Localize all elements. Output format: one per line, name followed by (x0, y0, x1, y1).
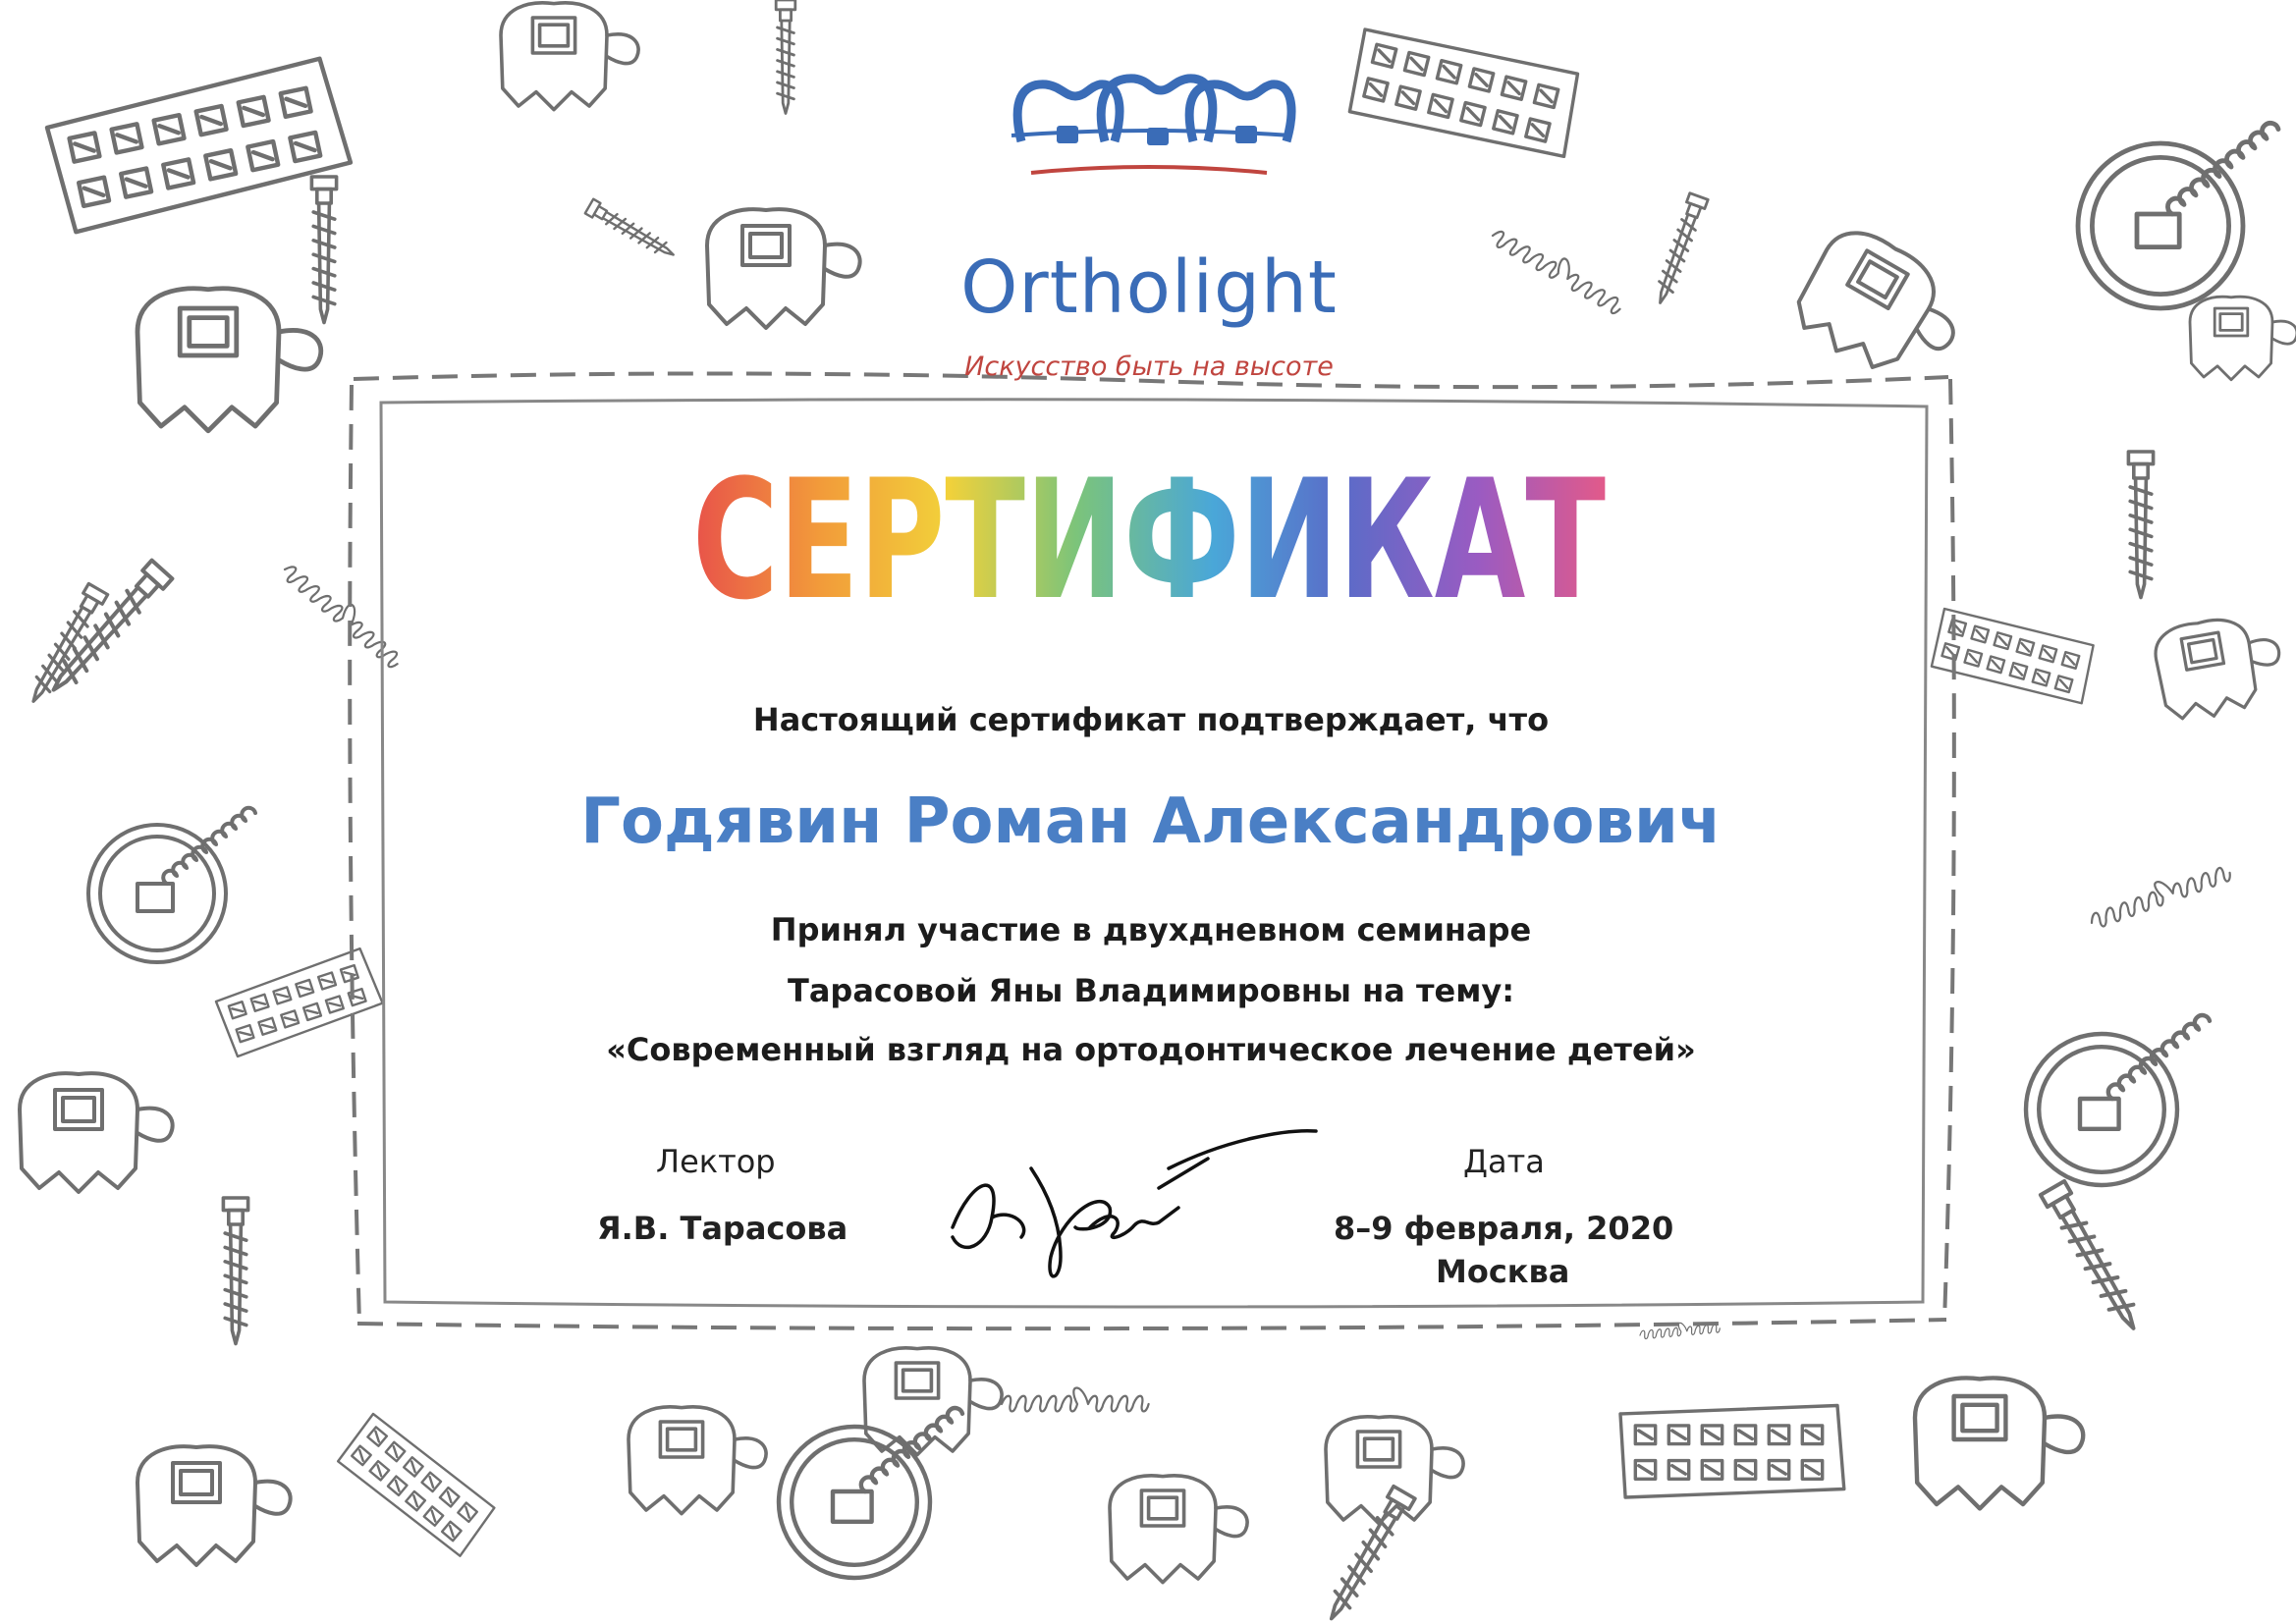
bracket-strip-icon (45, 57, 354, 234)
molar-band-icon (137, 289, 321, 431)
molar-band-icon (2151, 610, 2287, 725)
logo-brand-name: Ortholight (960, 245, 1338, 330)
screw-icon (311, 177, 336, 323)
certificate-title-text: СЕРТИФИКАТ (692, 444, 1606, 636)
molar-band-icon (137, 1446, 291, 1565)
recipient-name: Годявин Роман Александрович (580, 785, 1722, 858)
button-chain-icon (88, 808, 255, 962)
screw-icon (24, 583, 107, 707)
molar-band-icon (629, 1407, 766, 1514)
molar-band-icon (707, 209, 860, 328)
molar-band-icon (20, 1073, 173, 1192)
ortholight-logo (943, 63, 1355, 382)
certificate-title (678, 432, 1620, 658)
button-chain-icon (2078, 123, 2278, 308)
event-city: Москва (1436, 1253, 1570, 1290)
screw-icon (43, 561, 172, 699)
screw-icon (1321, 1487, 1415, 1624)
event-date: 8–9 февраля, 2020 (1334, 1210, 1674, 1247)
molar-band-icon (2190, 297, 2296, 380)
screw-icon (2128, 452, 2153, 598)
seminar-topic: «Современный взгляд на ортодонтическое лечение детей» (606, 1031, 1696, 1068)
screw-icon (223, 1198, 247, 1344)
spring-icon (1489, 222, 1628, 316)
molar-band-icon (864, 1348, 1002, 1455)
teeth-braces-logo-icon (1002, 63, 1296, 190)
bracket-strip-icon (1620, 1406, 1844, 1498)
molar-band-icon (1110, 1476, 1247, 1583)
date-label: Дата (1463, 1143, 1545, 1180)
lector-signature (913, 1110, 1326, 1306)
participation-line-1: Принял участие в двухдневном семинаре (770, 911, 1532, 948)
spring-icon (2086, 857, 2232, 930)
bracket-strip-icon (1344, 22, 1584, 165)
button-chain-icon (779, 1408, 962, 1578)
screw-icon (776, 0, 795, 114)
participation-line-2: Тарасовой Яны Владимировны на тему: (788, 972, 1514, 1009)
lector-name: Я.В. Тарасова (597, 1210, 848, 1247)
molar-band-icon (501, 3, 638, 110)
spring-icon (1002, 1388, 1149, 1412)
bracket-strip-icon (335, 1409, 498, 1560)
confirmation-text: Настоящий сертификат подтверждает, что (752, 701, 1550, 738)
button-chain-icon (2026, 1015, 2210, 1185)
molar-band-icon (1785, 219, 1977, 398)
molar-band-icon (1915, 1378, 2083, 1508)
screw-icon (2041, 1181, 2146, 1335)
lector-label: Лектор (656, 1143, 776, 1180)
screw-icon (1651, 193, 1708, 306)
screw-icon (585, 199, 678, 262)
logo-tagline: Искусство быть на высоте (964, 352, 1334, 382)
molar-band-icon (1326, 1417, 1463, 1524)
